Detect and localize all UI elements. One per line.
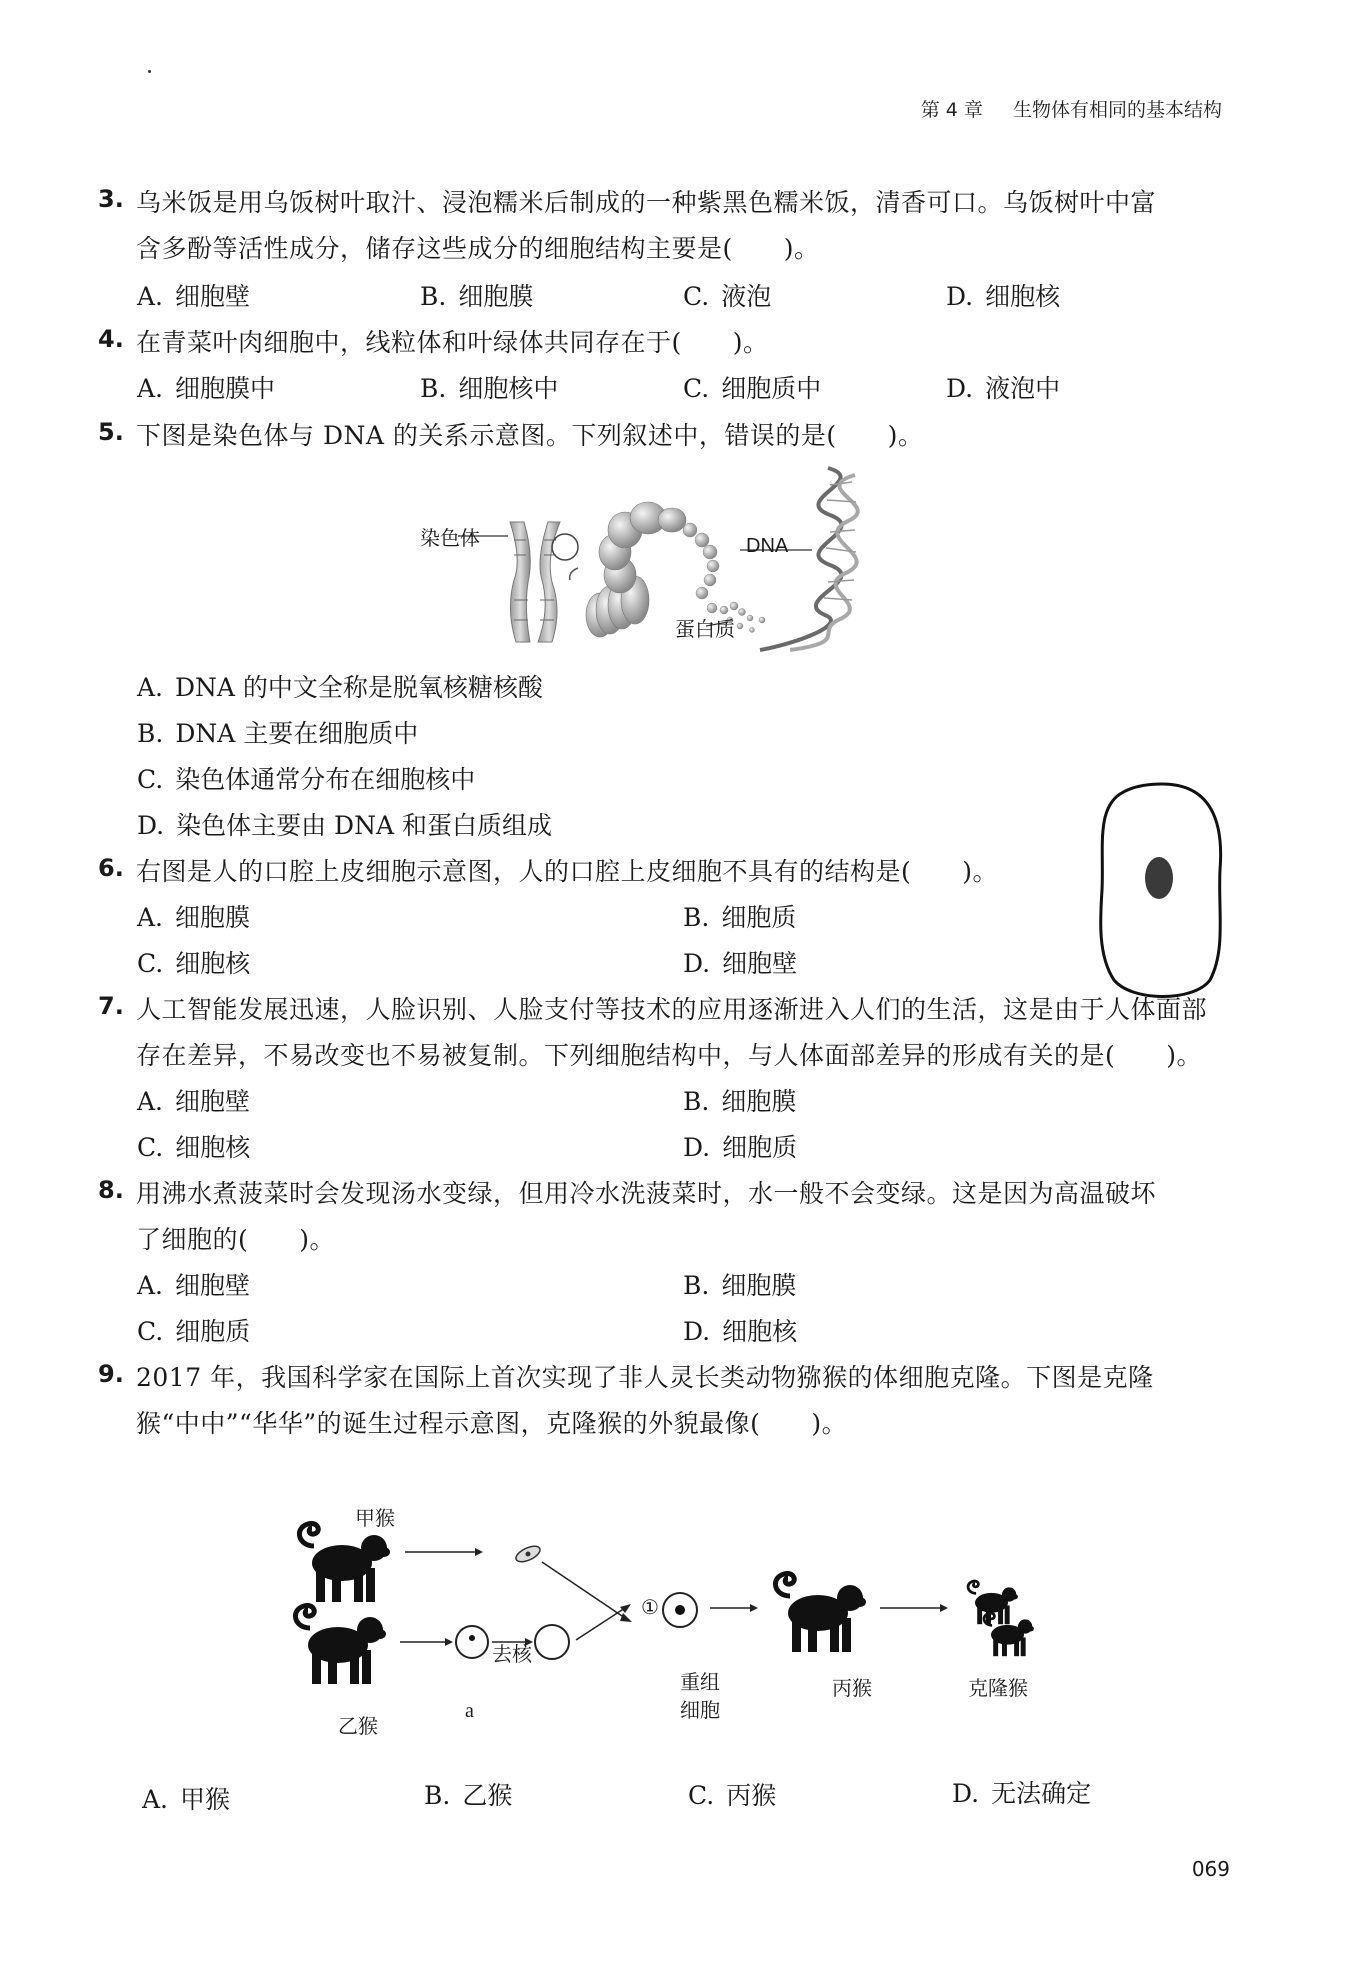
- monkey-yi-label: 乙猴: [338, 1714, 378, 1738]
- question-text: 下图是染色体与 DNA 的关系示意图。下列叙述中，错误的是( )。: [136, 421, 924, 450]
- option-b[interactable]: B. 乙猴: [424, 1781, 513, 1810]
- option-c[interactable]: C. 细胞核: [137, 1133, 251, 1162]
- print-dot: [148, 70, 151, 73]
- nucleus-icon: [1145, 857, 1173, 899]
- monkey-jia-label: 甲猴: [355, 1506, 395, 1530]
- page-number: 069: [1191, 1857, 1230, 1881]
- option-a[interactable]: A. 甲猴: [142, 1785, 231, 1814]
- option-d[interactable]: D. 细胞核: [946, 282, 1061, 311]
- chapter-title: 生物体有相同的基本结构: [1012, 99, 1222, 121]
- dna-helix-icon: [760, 468, 858, 650]
- option-d[interactable]: D. 细胞核: [683, 1317, 798, 1346]
- question-number: 3.: [98, 185, 124, 213]
- question-text: 右图是人的口腔上皮细胞示意图，人的口腔上皮细胞不具有的结构是( )。: [136, 857, 999, 886]
- option-b[interactable]: B. 细胞核中: [420, 374, 559, 403]
- question-number: 9.: [98, 1360, 124, 1388]
- option-d[interactable]: D. 液泡中: [946, 374, 1061, 403]
- chromatin-coil-icon: [586, 502, 686, 637]
- option-a[interactable]: A. 细胞壁: [137, 1271, 251, 1300]
- monkey-jia-icon: [299, 1523, 390, 1602]
- option-b[interactable]: B. 细胞膜: [683, 1087, 797, 1116]
- option-d[interactable]: D. 细胞质: [683, 1133, 798, 1162]
- recombined-cell-label: 重组: [680, 1670, 720, 1694]
- option-c[interactable]: C. 细胞质中: [683, 374, 822, 403]
- option-d[interactable]: D. 无法确定: [952, 1779, 1092, 1808]
- option-a[interactable]: A. 细胞膜中: [137, 374, 276, 403]
- chromosome-dna-figure: [410, 460, 910, 655]
- option-a[interactable]: A. DNA 的中文全称是脱氧核糖核酸: [137, 673, 543, 702]
- cloning-process-figure: [280, 1490, 1060, 1750]
- question-text: 存在差异，不易改变也不易被复制。下列细胞结构中，与人体面部差异的形成有关的是( )。: [136, 1041, 1203, 1070]
- question-text: 含多酚等活性成分，储存这些成分的细胞结构主要是( )。: [136, 234, 820, 263]
- cell-a-label: a: [465, 1700, 474, 1722]
- option-d[interactable]: D. 染色体主要由 DNA 和蛋白质组成: [137, 811, 552, 840]
- question-text: 了细胞的( )。: [136, 1225, 336, 1254]
- option-b[interactable]: B. 细胞膜: [420, 282, 534, 311]
- question-text: 猴“中中”“华华”的诞生过程示意图，克隆猴的外貌最像( )。: [136, 1409, 848, 1438]
- chromosome-icon: [510, 522, 578, 642]
- option-b[interactable]: B. 细胞膜: [683, 1271, 797, 1300]
- monkey-bing-icon: [775, 1573, 866, 1652]
- dna-label: DNA: [746, 535, 789, 557]
- question-number: 7.: [98, 992, 124, 1020]
- question-number: 4.: [98, 325, 124, 353]
- step-1-label: ①: [641, 1595, 659, 1619]
- option-c[interactable]: C. 细胞核: [137, 949, 251, 978]
- option-a[interactable]: A. 细胞壁: [137, 1087, 251, 1116]
- chapter-label: 第 4 章: [920, 99, 983, 121]
- option-a[interactable]: A. 细胞壁: [137, 282, 251, 311]
- question-number: 6.: [98, 854, 124, 882]
- enucleated-egg-icon: [535, 1625, 569, 1659]
- monkey-yi-icon: [295, 1605, 386, 1684]
- chromosome-label: 染色体: [420, 526, 480, 550]
- remove-nucleus-label: 去核: [492, 1642, 532, 1666]
- option-c[interactable]: C. 丙猴: [688, 1781, 777, 1810]
- question-text: 乌米饭是用乌饭树叶取汁、浸泡糯米后制成的一种紫黑色糯米饭，清香可口。乌饭树叶中富: [136, 188, 1157, 217]
- recombined-cell-label: 细胞: [680, 1698, 720, 1722]
- cloned-monkey-label: 克隆猴: [968, 1676, 1028, 1700]
- option-b[interactable]: B. DNA 主要在细胞质中: [137, 719, 419, 748]
- question-number: 5.: [98, 418, 124, 446]
- question-number: 8.: [98, 1176, 124, 1204]
- option-a[interactable]: A. 细胞膜: [137, 903, 251, 932]
- protein-label: 蛋白质: [675, 617, 735, 641]
- option-c[interactable]: C. 液泡: [683, 282, 772, 311]
- question-text: 人工智能发展迅速，人脸识别、人脸支付等技术的应用逐渐进入人们的生活，这是由于人体面部: [136, 995, 1208, 1024]
- option-c[interactable]: C. 细胞质: [137, 1317, 251, 1346]
- option-c[interactable]: C. 染色体通常分布在细胞核中: [137, 765, 476, 794]
- page-header: [921, 95, 1222, 122]
- monkey-bing-label: 丙猴: [832, 1676, 872, 1700]
- option-d[interactable]: D. 细胞壁: [683, 949, 798, 978]
- epithelial-cell-figure: [1092, 780, 1232, 1005]
- question-text: 2017 年，我国科学家在国际上首次实现了非人灵长类动物猕猴的体细胞克隆。下图是克隆: [136, 1363, 1154, 1392]
- question-text: 用沸水煮菠菜时会发现汤水变绿，但用冷水洗菠菜时，水一般不会变绿。这是因为高温破坏: [136, 1179, 1157, 1208]
- option-b[interactable]: B. 细胞质: [683, 903, 797, 932]
- egg-cell-icon: [456, 1626, 488, 1658]
- question-text: 在青菜叶肉细胞中，线粒体和叶绿体共同存在于( )。: [136, 328, 769, 357]
